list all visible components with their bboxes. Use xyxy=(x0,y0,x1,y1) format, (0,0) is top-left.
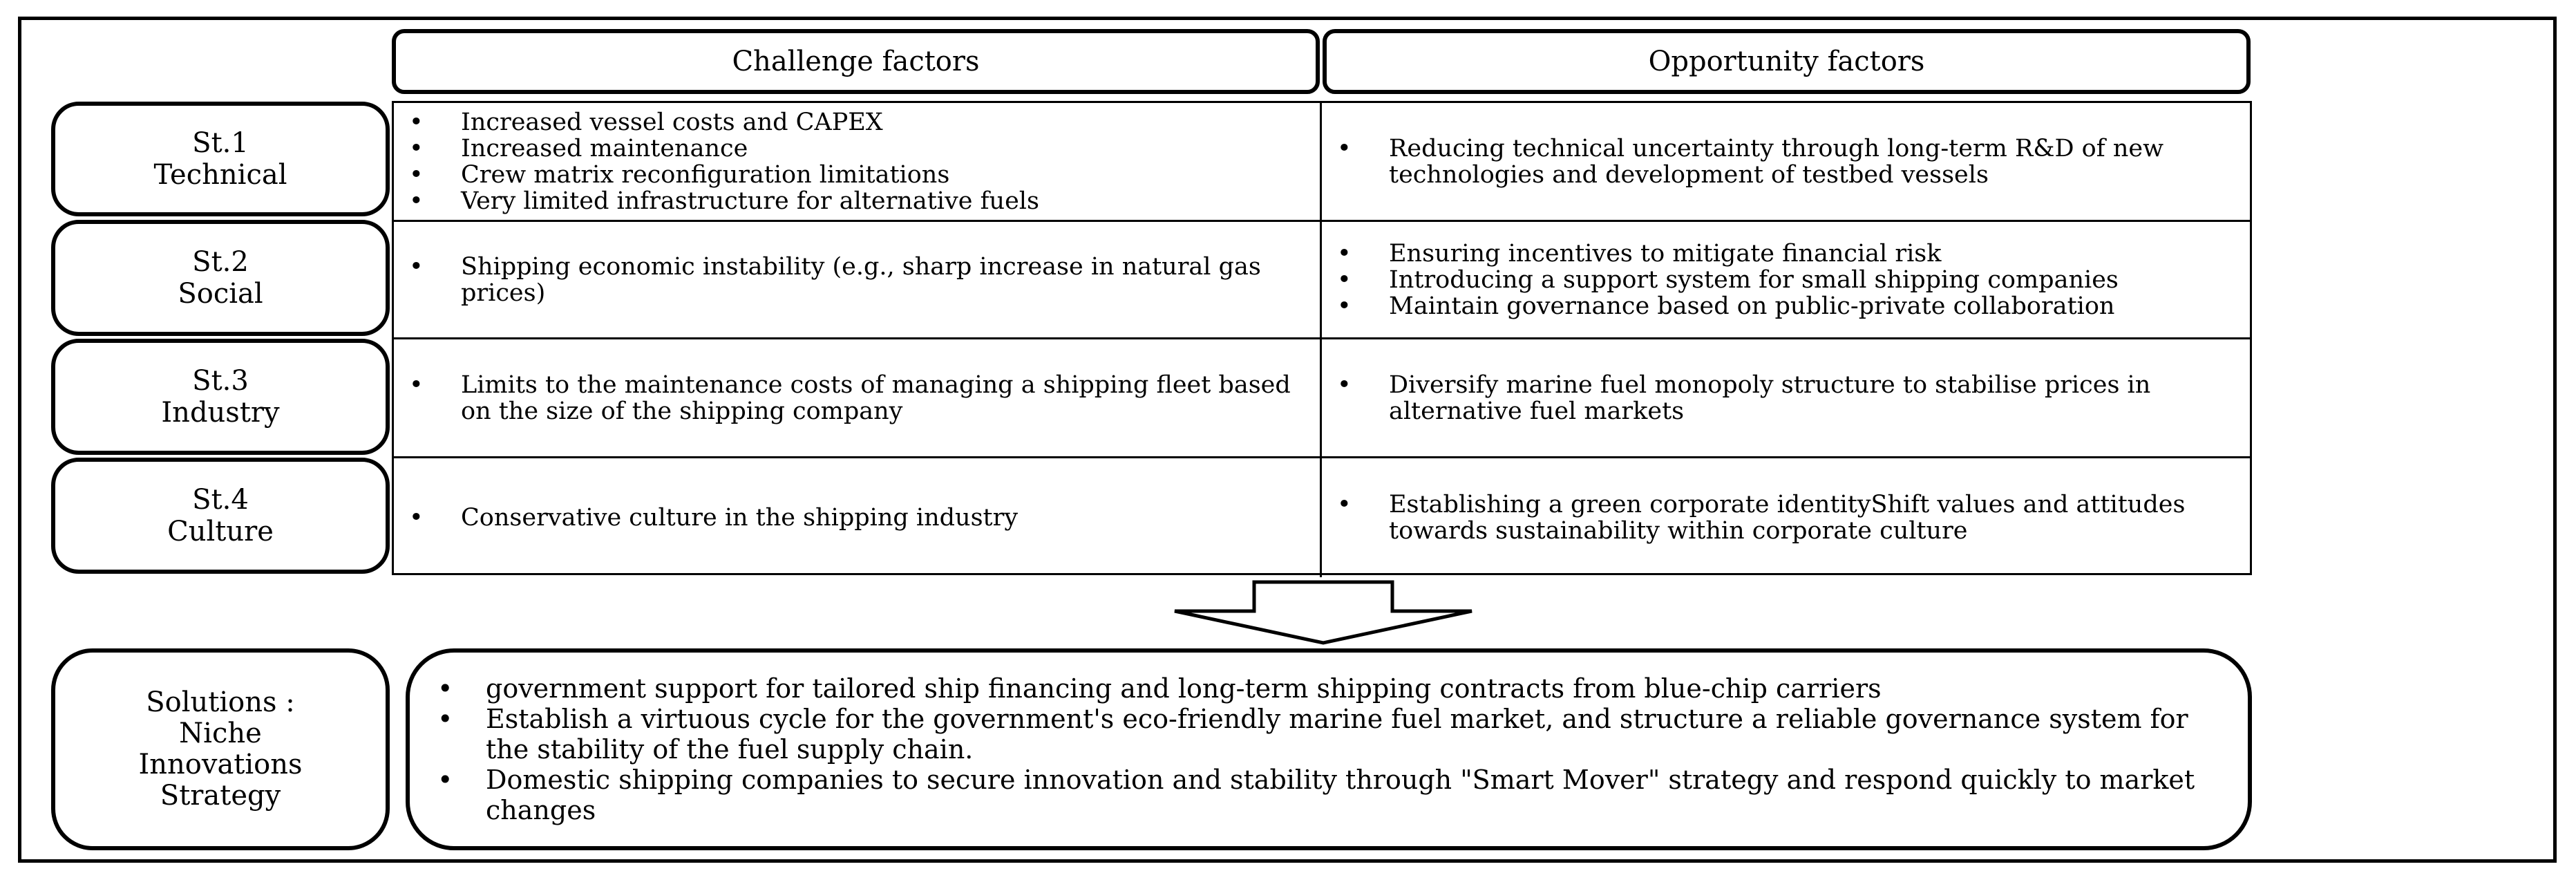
culture-opportunities-list xyxy=(1337,492,2236,544)
row-label-technical xyxy=(51,102,390,216)
row-label-culture xyxy=(51,458,390,574)
solutions-label-line: Niche xyxy=(179,718,262,749)
social-opportunities-cell xyxy=(1322,222,2250,339)
solutions-label-line: Solutions : xyxy=(146,686,295,718)
row-label-line1: St.4 xyxy=(192,484,249,516)
row-label-line1: St.2 xyxy=(192,246,249,278)
list-item: • Reducing technical uncertainty through long-term R&D of new technologies and development of testbed vessels xyxy=(1337,135,2236,188)
row-label-line2: Technical xyxy=(153,159,287,191)
list-item: • Increased vessel costs and CAPEX xyxy=(409,109,1039,135)
culture-challenges-list xyxy=(409,505,1018,531)
list-item: • Very limited infrastructure for alternative fuels xyxy=(409,188,1039,214)
down-arrow-icon xyxy=(1168,579,1479,646)
industry-opportunities-list xyxy=(1337,372,2236,424)
list-item: • government support for tailored ship financing and long-term shipping contracts from blue-chip carriers xyxy=(437,673,2220,704)
industry-challenges-list xyxy=(409,372,1306,424)
challenge-factors-header xyxy=(392,29,1320,94)
row-label-line1: St.1 xyxy=(192,127,249,159)
culture-opportunities-cell xyxy=(1322,458,2250,577)
list-item: • Maintain governance based on public-private collaboration xyxy=(1337,293,2119,319)
solutions-label-line: Innovations xyxy=(138,749,303,780)
list-item: • Establishing a green corporate identityShift values and attitudes towards sustainability within corporate culture xyxy=(1337,492,2236,544)
opportunity-factors-header-label: Opportunity factors xyxy=(1648,46,1925,77)
row-label-line2: Culture xyxy=(167,516,274,547)
technical-challenges-cell xyxy=(394,103,1322,222)
solutions-label-line: Strategy xyxy=(160,780,281,812)
factors-grid xyxy=(392,101,2252,575)
social-challenges-list xyxy=(409,254,1306,306)
list-item: • Establish a virtuous cycle for the government's eco-friendly marine fuel market, and structure a reliable governance system for the stability of the fuel supply chain. xyxy=(437,704,2220,765)
list-item: • Shipping economic instability (e.g., sharp increase in natural gas prices) xyxy=(409,254,1306,306)
list-item: • Conservative culture in the shipping industry xyxy=(409,505,1018,531)
list-item: • Crew matrix reconfiguration limitations xyxy=(409,162,1039,188)
row-label-line1: St.3 xyxy=(192,365,249,397)
list-item: • Increased maintenance xyxy=(409,135,1039,162)
industry-opportunities-cell xyxy=(1322,339,2250,458)
challenge-factors-header-label: Challenge factors xyxy=(732,46,980,77)
social-challenges-cell xyxy=(394,222,1322,339)
culture-challenges-cell xyxy=(394,458,1322,577)
social-opportunities-list xyxy=(1337,241,2119,319)
row-label-line2: Social xyxy=(178,278,263,310)
row-label-industry xyxy=(51,339,390,455)
list-item: • Ensuring incentives to mitigate financial risk xyxy=(1337,241,2119,267)
technical-opportunities-cell xyxy=(1322,103,2250,222)
technical-opportunities-list xyxy=(1337,135,2236,188)
list-item: • Limits to the maintenance costs of managing a shipping fleet based on the size of the shipping company xyxy=(409,372,1306,424)
technical-challenges-list xyxy=(409,109,1039,214)
solutions-label xyxy=(51,648,390,850)
list-item: • Introducing a support system for small shipping companies xyxy=(1337,267,2119,293)
list-item: • Domestic shipping companies to secure innovation and stability through "Smart Mover" strategy and respond quickly to market changes xyxy=(437,765,2220,825)
industry-challenges-cell xyxy=(394,339,1322,458)
solutions-box xyxy=(406,648,2252,850)
opportunity-factors-header xyxy=(1323,29,2251,94)
row-label-social xyxy=(51,220,390,336)
row-label-line2: Industry xyxy=(161,397,280,429)
solutions-list xyxy=(437,673,2220,825)
list-item: • Diversify marine fuel monopoly structure to stabilise prices in alternative fuel markets xyxy=(1337,372,2236,424)
